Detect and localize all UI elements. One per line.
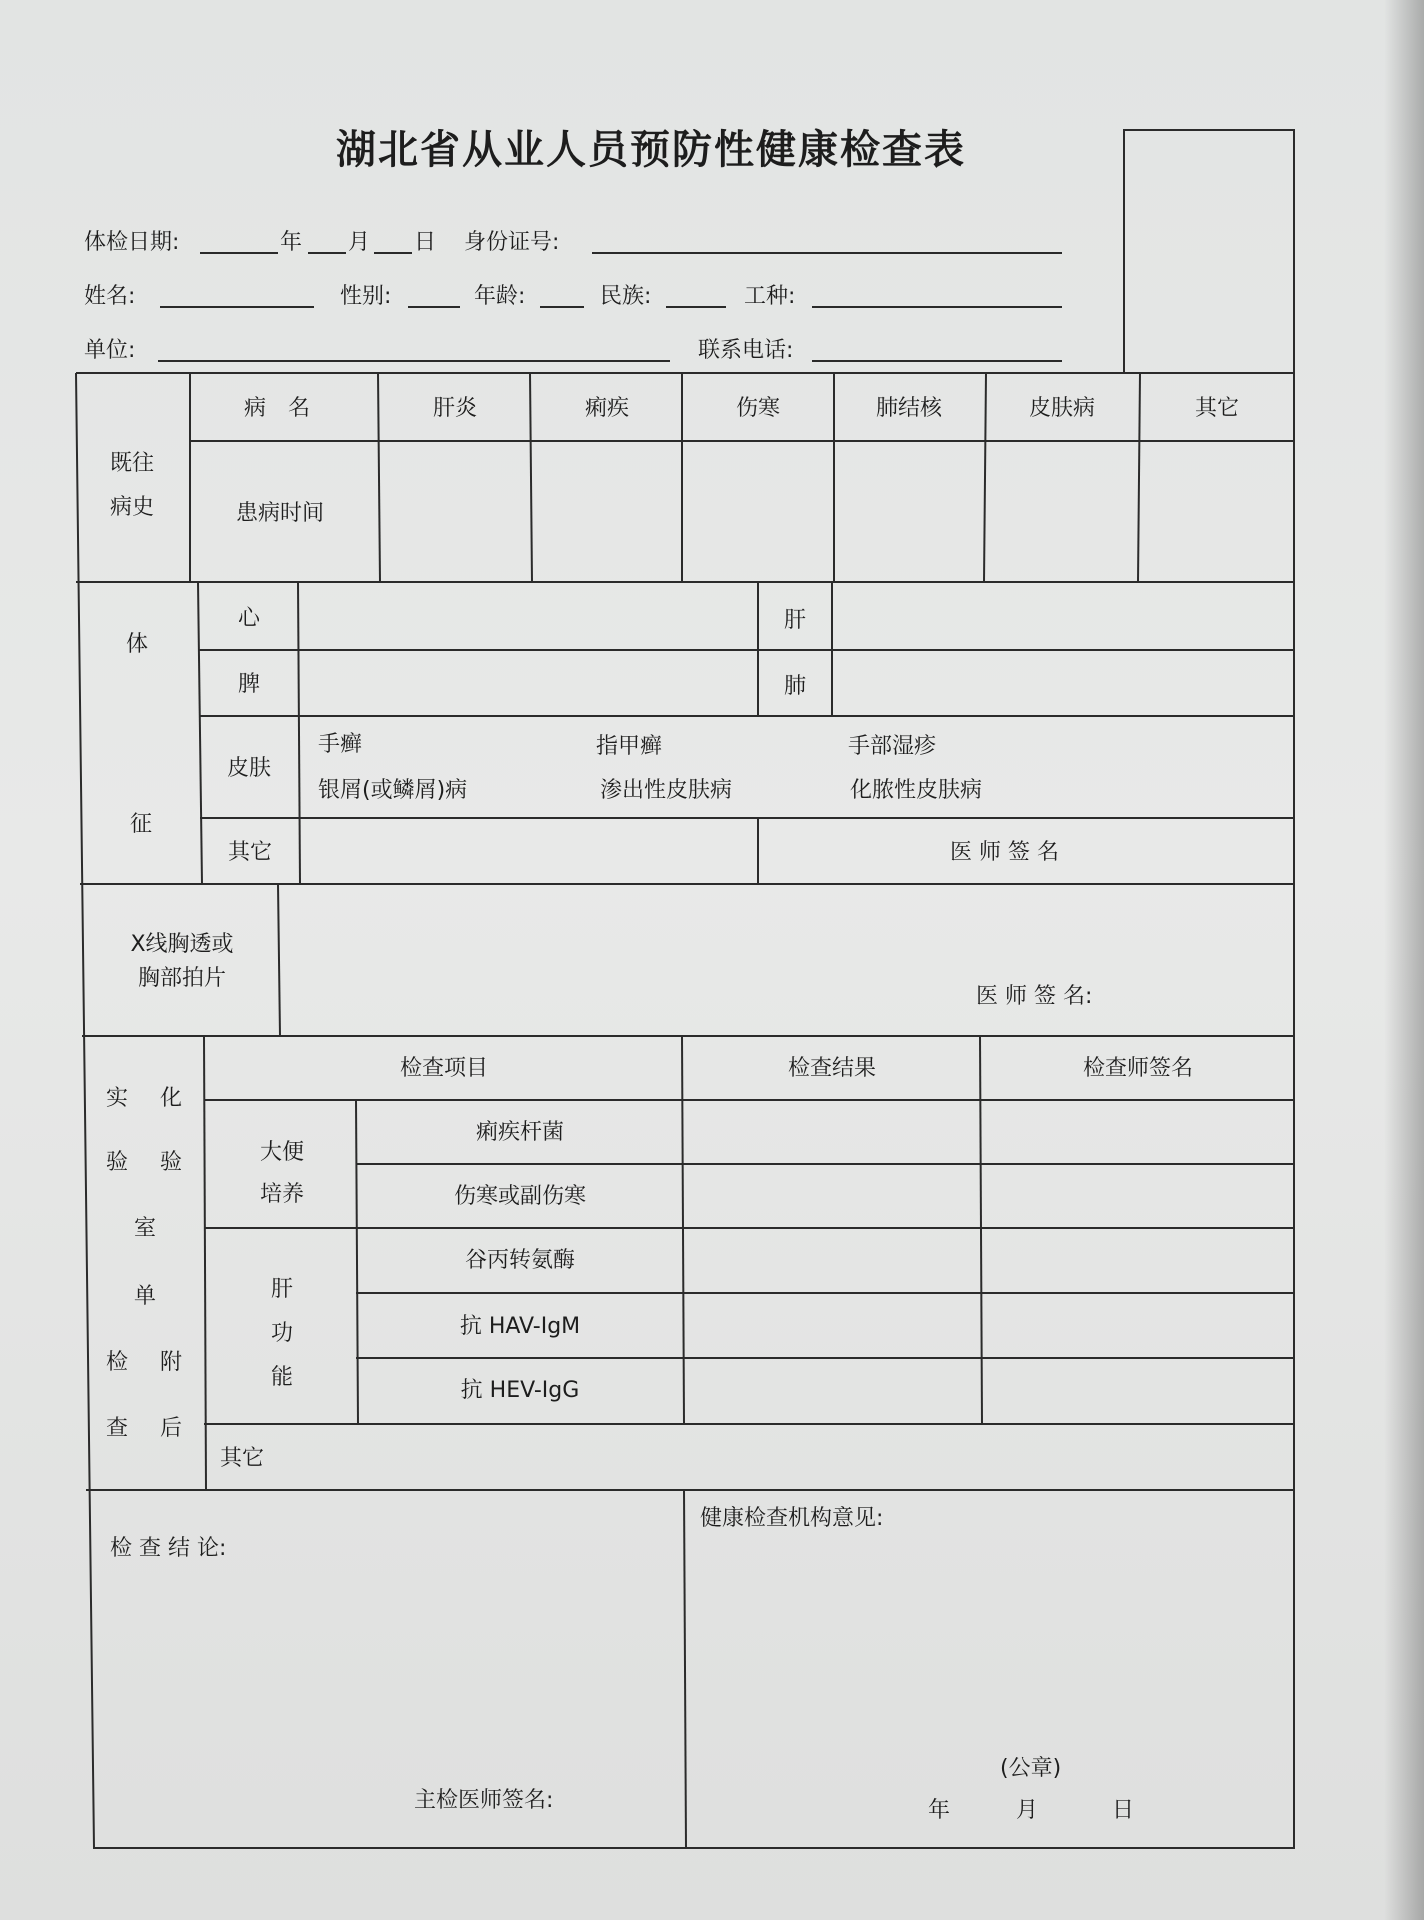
xray-doctor-sign-label: 医 师 签 名: xyxy=(976,984,1093,1009)
disease-dysentery: 痢疾 xyxy=(584,396,629,421)
day-label: 日 xyxy=(414,230,437,255)
lab-header-result: 检查结果 xyxy=(787,1056,876,1081)
lab-side-char: 查 xyxy=(106,1416,129,1441)
form-title: 湖北省从业人员预防性健康检查表 xyxy=(336,127,966,173)
disease-skin: 皮肤病 xyxy=(1028,396,1095,421)
official-seal-label: (公章) xyxy=(1000,1756,1062,1781)
unit-field[interactable] xyxy=(158,360,670,362)
physical-other-label: 其它 xyxy=(227,840,272,865)
year-label: 年 xyxy=(280,230,303,255)
liver-label: 肝 xyxy=(783,608,806,633)
heart-label: 心 xyxy=(237,606,260,631)
lab-side-char: 检 xyxy=(106,1350,129,1375)
exam-month-field[interactable] xyxy=(308,252,346,254)
job-type-label: 工种: xyxy=(744,284,796,309)
skin-item-psoriasis: 银屑(或鳞屑)病 xyxy=(318,778,468,803)
lab-other-label: 其它 xyxy=(220,1446,265,1471)
lab-side-char: 验 xyxy=(160,1150,183,1175)
name-field[interactable] xyxy=(160,306,314,308)
id-number-label: 身份证号: xyxy=(464,230,560,255)
opinion-day-label: 日 xyxy=(1112,1798,1135,1823)
ethnicity-label: 民族: xyxy=(600,284,652,309)
disease-other: 其它 xyxy=(1194,396,1239,421)
disease-name-label: 病 名 xyxy=(244,396,311,421)
skin-item-exudative: 渗出性皮肤病 xyxy=(600,778,733,803)
lab-item-typhoid: 伤寒或副伤寒 xyxy=(453,1184,586,1209)
gender-label: 性别: xyxy=(340,284,392,309)
lab-header-examiner-sign: 检查师签名 xyxy=(1082,1056,1193,1081)
disease-tuberculosis: 肺结核 xyxy=(875,396,942,421)
lab-side-char: 附 xyxy=(160,1350,183,1375)
id-number-field[interactable] xyxy=(592,252,1062,254)
lab-side-char: 实 xyxy=(106,1086,129,1111)
exam-conclusion-label: 检 查 结 论: xyxy=(110,1536,227,1561)
lab-header-item: 检查项目 xyxy=(399,1056,488,1081)
stool-culture-label: 大便 培养 xyxy=(259,1140,304,1207)
lab-item-alt: 谷丙转氨酶 xyxy=(464,1248,575,1273)
lab-side-char: 化 xyxy=(160,1086,183,1111)
institution-opinion-label: 健康检查机构意见: xyxy=(700,1506,884,1531)
job-type-field[interactable] xyxy=(812,306,1062,308)
skin-item-purulent: 化脓性皮肤病 xyxy=(850,778,983,803)
spleen-label: 脾 xyxy=(237,672,260,697)
skin-item-onychomycosis: 指甲癣 xyxy=(596,734,663,759)
opinion-month-label: 月 xyxy=(1016,1798,1039,1823)
illness-time-label: 患病时间 xyxy=(236,501,325,526)
lab-item-shigella: 痢疾杆菌 xyxy=(475,1120,564,1145)
lab-side-char: 室 xyxy=(134,1216,157,1241)
phone-field[interactable] xyxy=(812,360,1062,362)
disease-hepatitis: 肝炎 xyxy=(432,396,477,421)
month-label: 月 xyxy=(348,230,371,255)
disease-typhoid: 伤寒 xyxy=(735,396,780,421)
lab-side-char: 单 xyxy=(134,1284,157,1309)
physical-sign-char-top: 体 xyxy=(126,632,149,657)
medical-history-label: 既往 病史 xyxy=(109,451,154,520)
skin-item-hand-eczema: 手部湿疹 xyxy=(848,734,937,759)
exam-date-label: 体检日期: xyxy=(84,230,180,255)
liver-function-label: 肝 功 能 xyxy=(270,1277,293,1390)
opinion-year-label: 年 xyxy=(928,1798,951,1823)
paper-edge-shadow xyxy=(1384,0,1424,1920)
xray-label-line1: X线胸透或 xyxy=(130,932,234,957)
skin-item-tinea-manus: 手癣 xyxy=(318,732,363,757)
name-label: 姓名: xyxy=(84,284,136,309)
lung-label: 肺 xyxy=(783,674,806,699)
exam-year-field[interactable] xyxy=(200,252,278,254)
exam-day-field[interactable] xyxy=(374,252,412,254)
phone-label: 联系电话: xyxy=(698,338,794,363)
photo-box xyxy=(1124,130,1294,373)
lab-item-anti-hav-igm: 抗 HAV-IgM xyxy=(459,1314,581,1339)
physical-sign-char-bottom: 征 xyxy=(130,812,153,837)
lab-item-anti-hev-igg: 抗 HEV-IgG xyxy=(460,1378,580,1403)
skin-label: 皮肤 xyxy=(226,756,271,781)
xray-label-line2: 胸部拍片 xyxy=(137,966,226,991)
age-field[interactable] xyxy=(540,306,584,308)
chief-doctor-sign-label: 主检医师签名: xyxy=(414,1788,554,1813)
age-label: 年龄: xyxy=(474,284,526,309)
lab-side-char: 后 xyxy=(160,1416,183,1441)
physical-doctor-sign-label: 医 师 签 名 xyxy=(950,840,1059,865)
lab-side-char: 验 xyxy=(106,1150,129,1175)
ethnicity-field[interactable] xyxy=(666,306,726,308)
unit-label: 单位: xyxy=(84,338,136,363)
gender-field[interactable] xyxy=(408,306,460,308)
